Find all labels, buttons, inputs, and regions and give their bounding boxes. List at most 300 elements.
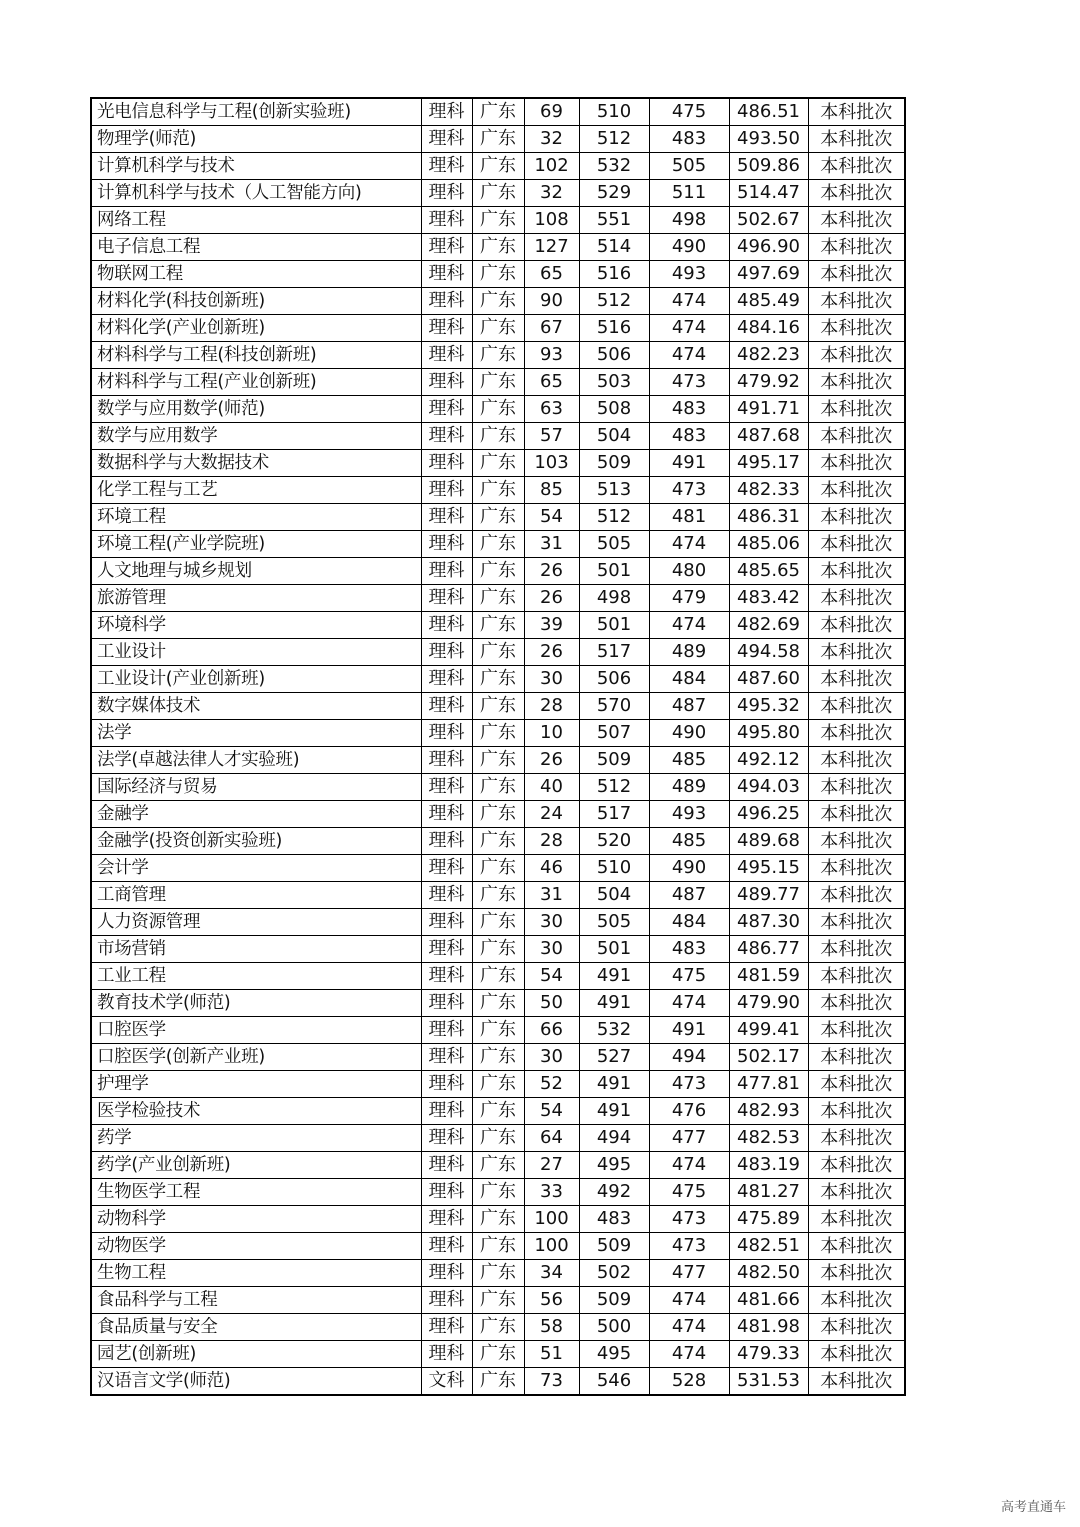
major-name-cell: 物联网工程 xyxy=(91,261,421,288)
province-cell: 广东 xyxy=(472,1368,524,1396)
enrollment-count-cell: 26 xyxy=(524,747,579,774)
table-row xyxy=(91,963,905,990)
max-score-cell: 509 xyxy=(579,450,649,477)
subject-type-cell: 理科 xyxy=(421,342,472,369)
province-cell: 广东 xyxy=(472,666,524,693)
table-row xyxy=(91,1044,905,1071)
batch-cell: 本科批次 xyxy=(808,585,905,612)
enrollment-count-cell: 103 xyxy=(524,450,579,477)
subject-type-cell: 理科 xyxy=(421,639,472,666)
major-name-cell: 数学与应用数学 xyxy=(91,423,421,450)
enrollment-count-cell: 26 xyxy=(524,639,579,666)
major-name-cell: 金融学 xyxy=(91,801,421,828)
province-cell: 广东 xyxy=(472,1125,524,1152)
avg-score-cell: 482.50 xyxy=(729,1260,808,1287)
table-row xyxy=(91,369,905,396)
min-score-cell: 491 xyxy=(649,1017,729,1044)
max-score-cell: 546 xyxy=(579,1368,649,1396)
major-name-cell: 国际经济与贸易 xyxy=(91,774,421,801)
avg-score-cell: 499.41 xyxy=(729,1017,808,1044)
avg-score-cell: 495.32 xyxy=(729,693,808,720)
province-cell: 广东 xyxy=(472,828,524,855)
avg-score-cell: 481.66 xyxy=(729,1287,808,1314)
avg-score-cell: 487.68 xyxy=(729,423,808,450)
max-score-cell: 501 xyxy=(579,936,649,963)
province-cell: 广东 xyxy=(472,963,524,990)
table-row xyxy=(91,342,905,369)
subject-type-cell: 理科 xyxy=(421,1341,472,1368)
major-name-cell: 生物医学工程 xyxy=(91,1179,421,1206)
avg-score-cell: 484.16 xyxy=(729,315,808,342)
subject-type-cell: 理科 xyxy=(421,396,472,423)
major-name-cell: 环境工程 xyxy=(91,504,421,531)
enrollment-count-cell: 64 xyxy=(524,1125,579,1152)
batch-cell: 本科批次 xyxy=(808,1179,905,1206)
table-row xyxy=(91,882,905,909)
enrollment-count-cell: 69 xyxy=(524,98,579,126)
enrollment-count-cell: 50 xyxy=(524,990,579,1017)
major-name-cell: 工商管理 xyxy=(91,882,421,909)
batch-cell: 本科批次 xyxy=(808,504,905,531)
avg-score-cell: 482.33 xyxy=(729,477,808,504)
max-score-cell: 491 xyxy=(579,1071,649,1098)
province-cell: 广东 xyxy=(472,1314,524,1341)
major-name-cell: 教育技术学(师范) xyxy=(91,990,421,1017)
batch-cell: 本科批次 xyxy=(808,1017,905,1044)
batch-cell: 本科批次 xyxy=(808,1260,905,1287)
avg-score-cell: 496.25 xyxy=(729,801,808,828)
major-name-cell: 金融学(投资创新实验班) xyxy=(91,828,421,855)
table-row xyxy=(91,1179,905,1206)
province-cell: 广东 xyxy=(472,504,524,531)
subject-type-cell: 理科 xyxy=(421,558,472,585)
batch-cell: 本科批次 xyxy=(808,342,905,369)
subject-type-cell: 理科 xyxy=(421,261,472,288)
table-row xyxy=(91,1260,905,1287)
max-score-cell: 512 xyxy=(579,504,649,531)
subject-type-cell: 理科 xyxy=(421,1206,472,1233)
enrollment-count-cell: 30 xyxy=(524,936,579,963)
province-cell: 广东 xyxy=(472,1233,524,1260)
batch-cell: 本科批次 xyxy=(808,828,905,855)
table-row xyxy=(91,666,905,693)
batch-cell: 本科批次 xyxy=(808,693,905,720)
avg-score-cell: 485.49 xyxy=(729,288,808,315)
subject-type-cell: 理科 xyxy=(421,531,472,558)
min-score-cell: 474 xyxy=(649,531,729,558)
province-cell: 广东 xyxy=(472,288,524,315)
major-name-cell: 环境科学 xyxy=(91,612,421,639)
subject-type-cell: 理科 xyxy=(421,1152,472,1179)
province-cell: 广东 xyxy=(472,990,524,1017)
avg-score-cell: 489.68 xyxy=(729,828,808,855)
province-cell: 广东 xyxy=(472,153,524,180)
province-cell: 广东 xyxy=(472,234,524,261)
max-score-cell: 510 xyxy=(579,98,649,126)
subject-type-cell: 理科 xyxy=(421,585,472,612)
table-row xyxy=(91,180,905,207)
min-score-cell: 483 xyxy=(649,936,729,963)
enrollment-count-cell: 100 xyxy=(524,1233,579,1260)
table-row xyxy=(91,531,905,558)
enrollment-count-cell: 65 xyxy=(524,261,579,288)
enrollment-count-cell: 32 xyxy=(524,126,579,153)
subject-type-cell: 理科 xyxy=(421,882,472,909)
province-cell: 广东 xyxy=(472,180,524,207)
max-score-cell: 532 xyxy=(579,153,649,180)
max-score-cell: 505 xyxy=(579,531,649,558)
province-cell: 广东 xyxy=(472,477,524,504)
avg-score-cell: 481.59 xyxy=(729,963,808,990)
major-name-cell: 计算机科学与技术 xyxy=(91,153,421,180)
major-name-cell: 护理学 xyxy=(91,1071,421,1098)
major-name-cell: 法学 xyxy=(91,720,421,747)
table-row xyxy=(91,234,905,261)
province-cell: 广东 xyxy=(472,342,524,369)
watermark-text: 高考直通车 xyxy=(1000,1500,1066,1515)
min-score-cell: 474 xyxy=(649,288,729,315)
subject-type-cell: 理科 xyxy=(421,1071,472,1098)
enrollment-count-cell: 40 xyxy=(524,774,579,801)
max-score-cell: 520 xyxy=(579,828,649,855)
max-score-cell: 491 xyxy=(579,990,649,1017)
enrollment-count-cell: 10 xyxy=(524,720,579,747)
province-cell: 广东 xyxy=(472,1287,524,1314)
avg-score-cell: 475.89 xyxy=(729,1206,808,1233)
max-score-cell: 483 xyxy=(579,1206,649,1233)
max-score-cell: 492 xyxy=(579,1179,649,1206)
min-score-cell: 475 xyxy=(649,98,729,126)
min-score-cell: 511 xyxy=(649,180,729,207)
major-name-cell: 数字媒体技术 xyxy=(91,693,421,720)
max-score-cell: 509 xyxy=(579,1233,649,1260)
table-row xyxy=(91,153,905,180)
avg-score-cell: 494.03 xyxy=(729,774,808,801)
province-cell: 广东 xyxy=(472,1206,524,1233)
batch-cell: 本科批次 xyxy=(808,1341,905,1368)
batch-cell: 本科批次 xyxy=(808,1206,905,1233)
enrollment-count-cell: 73 xyxy=(524,1368,579,1396)
min-score-cell: 474 xyxy=(649,1287,729,1314)
subject-type-cell: 理科 xyxy=(421,126,472,153)
major-name-cell: 环境工程(产业学院班) xyxy=(91,531,421,558)
avg-score-cell: 509.86 xyxy=(729,153,808,180)
major-name-cell: 材料科学与工程(科技创新班) xyxy=(91,342,421,369)
avg-score-cell: 486.31 xyxy=(729,504,808,531)
avg-score-cell: 482.93 xyxy=(729,1098,808,1125)
min-score-cell: 474 xyxy=(649,315,729,342)
table-row xyxy=(91,288,905,315)
major-name-cell: 人力资源管理 xyxy=(91,909,421,936)
avg-score-cell: 479.90 xyxy=(729,990,808,1017)
province-cell: 广东 xyxy=(472,1152,524,1179)
province-cell: 广东 xyxy=(472,98,524,126)
enrollment-count-cell: 100 xyxy=(524,1206,579,1233)
enrollment-count-cell: 51 xyxy=(524,1341,579,1368)
min-score-cell: 491 xyxy=(649,450,729,477)
subject-type-cell: 理科 xyxy=(421,369,472,396)
province-cell: 广东 xyxy=(472,369,524,396)
subject-type-cell: 理科 xyxy=(421,909,472,936)
batch-cell: 本科批次 xyxy=(808,396,905,423)
max-score-cell: 508 xyxy=(579,396,649,423)
major-name-cell: 工业设计 xyxy=(91,639,421,666)
batch-cell: 本科批次 xyxy=(808,1233,905,1260)
enrollment-count-cell: 108 xyxy=(524,207,579,234)
min-score-cell: 477 xyxy=(649,1260,729,1287)
major-name-cell: 口腔医学(创新产业班) xyxy=(91,1044,421,1071)
major-name-cell: 法学(卓越法律人才实验班) xyxy=(91,747,421,774)
province-cell: 广东 xyxy=(472,315,524,342)
min-score-cell: 498 xyxy=(649,207,729,234)
max-score-cell: 502 xyxy=(579,1260,649,1287)
batch-cell: 本科批次 xyxy=(808,1044,905,1071)
province-cell: 广东 xyxy=(472,207,524,234)
province-cell: 广东 xyxy=(472,423,524,450)
enrollment-count-cell: 28 xyxy=(524,828,579,855)
subject-type-cell: 理科 xyxy=(421,612,472,639)
batch-cell: 本科批次 xyxy=(808,1368,905,1396)
table-row xyxy=(91,1125,905,1152)
avg-score-cell: 496.90 xyxy=(729,234,808,261)
enrollment-count-cell: 67 xyxy=(524,315,579,342)
major-name-cell: 材料科学与工程(产业创新班) xyxy=(91,369,421,396)
major-name-cell: 市场营销 xyxy=(91,936,421,963)
min-score-cell: 528 xyxy=(649,1368,729,1396)
batch-cell: 本科批次 xyxy=(808,882,905,909)
avg-score-cell: 531.53 xyxy=(729,1368,808,1396)
table-row xyxy=(91,1206,905,1233)
table-row xyxy=(91,423,905,450)
avg-score-cell: 495.80 xyxy=(729,720,808,747)
province-cell: 广东 xyxy=(472,531,524,558)
max-score-cell: 495 xyxy=(579,1341,649,1368)
table-row xyxy=(91,1233,905,1260)
province-cell: 广东 xyxy=(472,585,524,612)
major-name-cell: 动物科学 xyxy=(91,1206,421,1233)
min-score-cell: 483 xyxy=(649,396,729,423)
min-score-cell: 484 xyxy=(649,909,729,936)
enrollment-count-cell: 26 xyxy=(524,585,579,612)
province-cell: 广东 xyxy=(472,126,524,153)
avg-score-cell: 514.47 xyxy=(729,180,808,207)
province-cell: 广东 xyxy=(472,882,524,909)
province-cell: 广东 xyxy=(472,720,524,747)
subject-type-cell: 理科 xyxy=(421,1314,472,1341)
min-score-cell: 494 xyxy=(649,1044,729,1071)
max-score-cell: 551 xyxy=(579,207,649,234)
table-row xyxy=(91,504,905,531)
major-name-cell: 园艺(创新班) xyxy=(91,1341,421,1368)
avg-score-cell: 497.69 xyxy=(729,261,808,288)
avg-score-cell: 483.19 xyxy=(729,1152,808,1179)
major-name-cell: 材料化学(科技创新班) xyxy=(91,288,421,315)
avg-score-cell: 485.65 xyxy=(729,558,808,585)
avg-score-cell: 477.81 xyxy=(729,1071,808,1098)
batch-cell: 本科批次 xyxy=(808,98,905,126)
enrollment-count-cell: 39 xyxy=(524,612,579,639)
max-score-cell: 506 xyxy=(579,666,649,693)
batch-cell: 本科批次 xyxy=(808,531,905,558)
table-row xyxy=(91,1314,905,1341)
major-name-cell: 汉语言文学(师范) xyxy=(91,1368,421,1396)
batch-cell: 本科批次 xyxy=(808,180,905,207)
min-score-cell: 485 xyxy=(649,828,729,855)
min-score-cell: 487 xyxy=(649,882,729,909)
major-name-cell: 工业设计(产业创新班) xyxy=(91,666,421,693)
enrollment-count-cell: 30 xyxy=(524,666,579,693)
avg-score-cell: 494.58 xyxy=(729,639,808,666)
province-cell: 广东 xyxy=(472,639,524,666)
batch-cell: 本科批次 xyxy=(808,288,905,315)
batch-cell: 本科批次 xyxy=(808,1314,905,1341)
table-row xyxy=(91,639,905,666)
max-score-cell: 527 xyxy=(579,1044,649,1071)
enrollment-count-cell: 54 xyxy=(524,1098,579,1125)
province-cell: 广东 xyxy=(472,747,524,774)
max-score-cell: 491 xyxy=(579,1098,649,1125)
batch-cell: 本科批次 xyxy=(808,450,905,477)
min-score-cell: 489 xyxy=(649,774,729,801)
min-score-cell: 476 xyxy=(649,1098,729,1125)
table-row xyxy=(91,855,905,882)
subject-type-cell: 理科 xyxy=(421,774,472,801)
table-row xyxy=(91,936,905,963)
avg-score-cell: 502.67 xyxy=(729,207,808,234)
major-name-cell: 药学 xyxy=(91,1125,421,1152)
min-score-cell: 473 xyxy=(649,1071,729,1098)
min-score-cell: 479 xyxy=(649,585,729,612)
min-score-cell: 481 xyxy=(649,504,729,531)
subject-type-cell: 理科 xyxy=(421,288,472,315)
province-cell: 广东 xyxy=(472,1179,524,1206)
batch-cell: 本科批次 xyxy=(808,936,905,963)
province-cell: 广东 xyxy=(472,774,524,801)
max-score-cell: 514 xyxy=(579,234,649,261)
major-name-cell: 人文地理与城乡规划 xyxy=(91,558,421,585)
min-score-cell: 474 xyxy=(649,1341,729,1368)
subject-type-cell: 理科 xyxy=(421,693,472,720)
max-score-cell: 516 xyxy=(579,315,649,342)
enrollment-count-cell: 90 xyxy=(524,288,579,315)
major-name-cell: 材料化学(产业创新班) xyxy=(91,315,421,342)
table-row xyxy=(91,909,905,936)
min-score-cell: 487 xyxy=(649,693,729,720)
avg-score-cell: 495.15 xyxy=(729,855,808,882)
subject-type-cell: 理科 xyxy=(421,450,472,477)
table-row xyxy=(91,747,905,774)
max-score-cell: 505 xyxy=(579,909,649,936)
min-score-cell: 473 xyxy=(649,369,729,396)
subject-type-cell: 理科 xyxy=(421,477,472,504)
batch-cell: 本科批次 xyxy=(808,1152,905,1179)
avg-score-cell: 492.12 xyxy=(729,747,808,774)
batch-cell: 本科批次 xyxy=(808,126,905,153)
subject-type-cell: 文科 xyxy=(421,1368,472,1396)
max-score-cell: 513 xyxy=(579,477,649,504)
avg-score-cell: 479.33 xyxy=(729,1341,808,1368)
avg-score-cell: 481.98 xyxy=(729,1314,808,1341)
subject-type-cell: 理科 xyxy=(421,720,472,747)
max-score-cell: 516 xyxy=(579,261,649,288)
province-cell: 广东 xyxy=(472,612,524,639)
table-row xyxy=(91,828,905,855)
min-score-cell: 474 xyxy=(649,1314,729,1341)
avg-score-cell: 482.51 xyxy=(729,1233,808,1260)
min-score-cell: 477 xyxy=(649,1125,729,1152)
batch-cell: 本科批次 xyxy=(808,207,905,234)
subject-type-cell: 理科 xyxy=(421,504,472,531)
max-score-cell: 532 xyxy=(579,1017,649,1044)
subject-type-cell: 理科 xyxy=(421,207,472,234)
avg-score-cell: 486.77 xyxy=(729,936,808,963)
max-score-cell: 498 xyxy=(579,585,649,612)
batch-cell: 本科批次 xyxy=(808,315,905,342)
batch-cell: 本科批次 xyxy=(808,234,905,261)
min-score-cell: 484 xyxy=(649,666,729,693)
table-row xyxy=(91,396,905,423)
enrollment-count-cell: 102 xyxy=(524,153,579,180)
max-score-cell: 495 xyxy=(579,1152,649,1179)
min-score-cell: 473 xyxy=(649,1206,729,1233)
enrollment-count-cell: 28 xyxy=(524,693,579,720)
province-cell: 广东 xyxy=(472,261,524,288)
subject-type-cell: 理科 xyxy=(421,990,472,1017)
major-name-cell: 光电信息科学与工程(创新实验班) xyxy=(91,98,421,126)
major-name-cell: 工业工程 xyxy=(91,963,421,990)
province-cell: 广东 xyxy=(472,936,524,963)
enrollment-count-cell: 85 xyxy=(524,477,579,504)
min-score-cell: 493 xyxy=(649,801,729,828)
subject-type-cell: 理科 xyxy=(421,828,472,855)
batch-cell: 本科批次 xyxy=(808,666,905,693)
batch-cell: 本科批次 xyxy=(808,153,905,180)
major-name-cell: 医学检验技术 xyxy=(91,1098,421,1125)
subject-type-cell: 理科 xyxy=(421,1179,472,1206)
max-score-cell: 504 xyxy=(579,882,649,909)
min-score-cell: 490 xyxy=(649,855,729,882)
major-name-cell: 旅游管理 xyxy=(91,585,421,612)
subject-type-cell: 理科 xyxy=(421,1233,472,1260)
table-body xyxy=(91,98,905,1395)
table-row xyxy=(91,207,905,234)
min-score-cell: 483 xyxy=(649,423,729,450)
enrollment-count-cell: 30 xyxy=(524,1044,579,1071)
batch-cell: 本科批次 xyxy=(808,801,905,828)
max-score-cell: 512 xyxy=(579,126,649,153)
table-row xyxy=(91,1287,905,1314)
subject-type-cell: 理科 xyxy=(421,1098,472,1125)
subject-type-cell: 理科 xyxy=(421,153,472,180)
batch-cell: 本科批次 xyxy=(808,963,905,990)
avg-score-cell: 482.69 xyxy=(729,612,808,639)
max-score-cell: 509 xyxy=(579,747,649,774)
province-cell: 广东 xyxy=(472,693,524,720)
province-cell: 广东 xyxy=(472,855,524,882)
major-name-cell: 数据科学与大数据技术 xyxy=(91,450,421,477)
batch-cell: 本科批次 xyxy=(808,720,905,747)
subject-type-cell: 理科 xyxy=(421,1260,472,1287)
province-cell: 广东 xyxy=(472,1341,524,1368)
min-score-cell: 489 xyxy=(649,639,729,666)
min-score-cell: 485 xyxy=(649,747,729,774)
table-row xyxy=(91,126,905,153)
batch-cell: 本科批次 xyxy=(808,774,905,801)
min-score-cell: 505 xyxy=(649,153,729,180)
major-name-cell: 口腔医学 xyxy=(91,1017,421,1044)
batch-cell: 本科批次 xyxy=(808,1098,905,1125)
batch-cell: 本科批次 xyxy=(808,855,905,882)
